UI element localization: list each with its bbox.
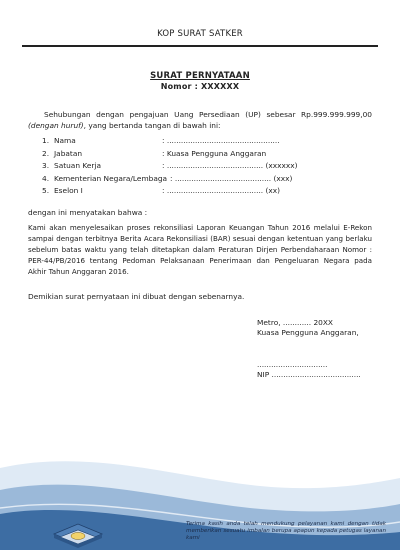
field-label: Jabatan bbox=[54, 148, 83, 158]
identity-fields bbox=[42, 135, 372, 198]
statement-paragraph: Kami akan menyelesaikan proses rekonsiliasi Laporan Keuangan Tahun 2016 melalui E-Rekon sampai dengan terbitnya Berita Acara Rekonsiliasi (BAR) sesuai dengan ketentuan yang berlaku sebelum batas waktu yang telah ditetapkan dalam Peraturan Dirjen Perbendaharaan Nomor : PER-44/PB/2016 tentang Pedoman Pelaksanaan Penerimaan dan Pengeluaran Negara pada Akhir Tahun Anggaran 2016. bbox=[28, 223, 372, 276]
signature-role: Kuasa Pengguna Anggaran, bbox=[257, 328, 359, 337]
field-number: 5. bbox=[42, 186, 50, 195]
signature-nip: NIP ...................................... bbox=[257, 370, 361, 379]
field-number: 3. bbox=[42, 161, 50, 170]
field-number: 4. bbox=[42, 173, 50, 183]
declaration-line: dengan ini menyatakan bahwa : bbox=[28, 208, 148, 217]
field-label: Kementerian Negara/Lembaga bbox=[54, 173, 168, 183]
intro-main: Sehubungan dengan pengajuan Uang Persediaan (UP) sebesar Rp.999.999.999,00 bbox=[44, 110, 372, 119]
field-value: : Kuasa Pengguna Anggaran bbox=[162, 148, 267, 158]
field-number: 2. bbox=[42, 148, 50, 158]
letterhead-text: KOP SURAT SATKER bbox=[157, 29, 243, 39]
intro-italic: (dengan huruf) bbox=[28, 121, 84, 130]
document-number: Nomor : XXXXXX bbox=[160, 82, 240, 91]
field-satuan-kerja bbox=[42, 160, 372, 173]
signature-name-line: .............................. bbox=[257, 360, 328, 369]
signature-place-date: Metro, ............ 20XX bbox=[257, 318, 333, 327]
field-value: : ................................................ bbox=[162, 136, 280, 145]
field-nama bbox=[42, 135, 372, 148]
intro-rest: , yang bertanda tangan di bawah ini: bbox=[83, 121, 221, 130]
field-jabatan bbox=[42, 148, 372, 161]
field-value: : ......................................... (xx) bbox=[162, 186, 281, 195]
footer-note: Terima kasih anda telah mendukung pelayanan kami dengan tidak memberikan sesuatu imbalan berupa apapun kepada petugas layanan kami bbox=[186, 521, 386, 541]
footer-decoration bbox=[0, 438, 400, 550]
title-block bbox=[0, 71, 400, 91]
field-label: Eselon I bbox=[54, 186, 83, 195]
field-eselon bbox=[42, 185, 372, 198]
field-kementerian bbox=[42, 173, 372, 186]
intro-paragraph bbox=[28, 109, 372, 131]
field-value: : ......................................... (xxx) bbox=[170, 173, 293, 183]
field-label: Nama bbox=[54, 136, 76, 145]
letterhead-rule bbox=[22, 45, 378, 47]
field-label: Satuan Kerja bbox=[54, 161, 102, 170]
field-number: 1. bbox=[42, 136, 50, 145]
closing-line: Demikian surat pernyataan ini dibuat dengan sebenarnya. bbox=[28, 292, 245, 301]
field-value: : ......................................... (xxxxxx) bbox=[162, 161, 298, 170]
document-title: SURAT PERNYATAAN bbox=[150, 71, 250, 81]
